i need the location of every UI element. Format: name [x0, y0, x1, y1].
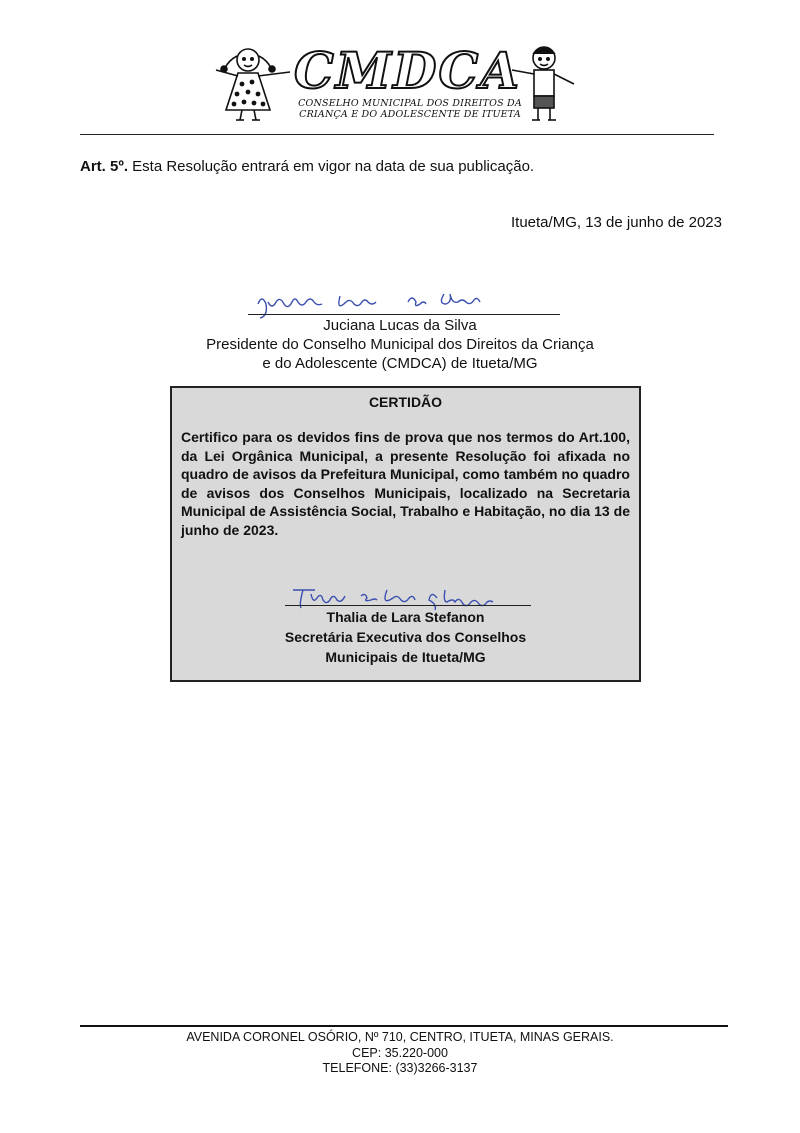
- certidao-signatory-name: Thalia de Lara Stefanon: [326, 609, 485, 625]
- footer-phone: TELEFONE: (33)3266-3137: [322, 1061, 478, 1075]
- footer-address: AVENIDA CORONEL OSÓRIO, Nº 710, CENTRO, ITUETA, MINAS GERAIS.: [186, 1030, 614, 1044]
- certidao-signatory-role-line2: Municipais de Itueta/MG: [325, 649, 486, 665]
- signature-line-2: [285, 605, 531, 606]
- signatory-name: Juciana Lucas da Silva: [323, 317, 477, 334]
- logo-wordmark: CMDCA: [294, 41, 522, 100]
- place-date: Itueta/MG, 13 de junho de 2023: [511, 214, 722, 231]
- cmdca-logo: [212, 40, 592, 126]
- logo-subtitle-line2: CRIANÇA E DO ADOLESCENTE DE ITUETA: [299, 109, 521, 120]
- certidao-title: CERTIDÃO: [368, 394, 443, 410]
- signature-line-1: [248, 314, 560, 315]
- logo-subtitle: [290, 98, 530, 120]
- header-divider: [80, 134, 714, 135]
- certidao-box: [170, 386, 641, 682]
- article-label: Art. 5º.: [80, 158, 128, 175]
- logo-subtitle-line1: CONSELHO MUNICIPAL DOS DIREITOS DA: [298, 98, 522, 109]
- signatory-role-line2: e do Adolescente (CMDCA) de Itueta/MG: [262, 355, 538, 372]
- footer-cep: CEP: 35.220-000: [352, 1046, 448, 1060]
- signatory-role-line1: Presidente do Conselho Municipal dos Direitos da Criança: [206, 336, 594, 353]
- article-paragraph: [80, 158, 534, 175]
- certidao-text: Certifico para os devidos fins de prova que nos termos do Art.100, da Lei Orgânica Municipal, a presente Resolução foi afixada no quadro de avisos da Prefeitura Municipal, como também no quadro de avisos dos Conselhos Municipais, localizado na Secretaria Municipal de Assistência Social, Trabalho e Habitação, no dia 13 de junho de 2023.: [181, 429, 630, 538]
- footer-divider: [80, 1025, 728, 1027]
- article-text: Esta Resolução entrará em vigor na data de sua publicação.: [128, 158, 535, 175]
- certidao-signatory-role-line1: Secretária Executiva dos Conselhos: [284, 629, 527, 645]
